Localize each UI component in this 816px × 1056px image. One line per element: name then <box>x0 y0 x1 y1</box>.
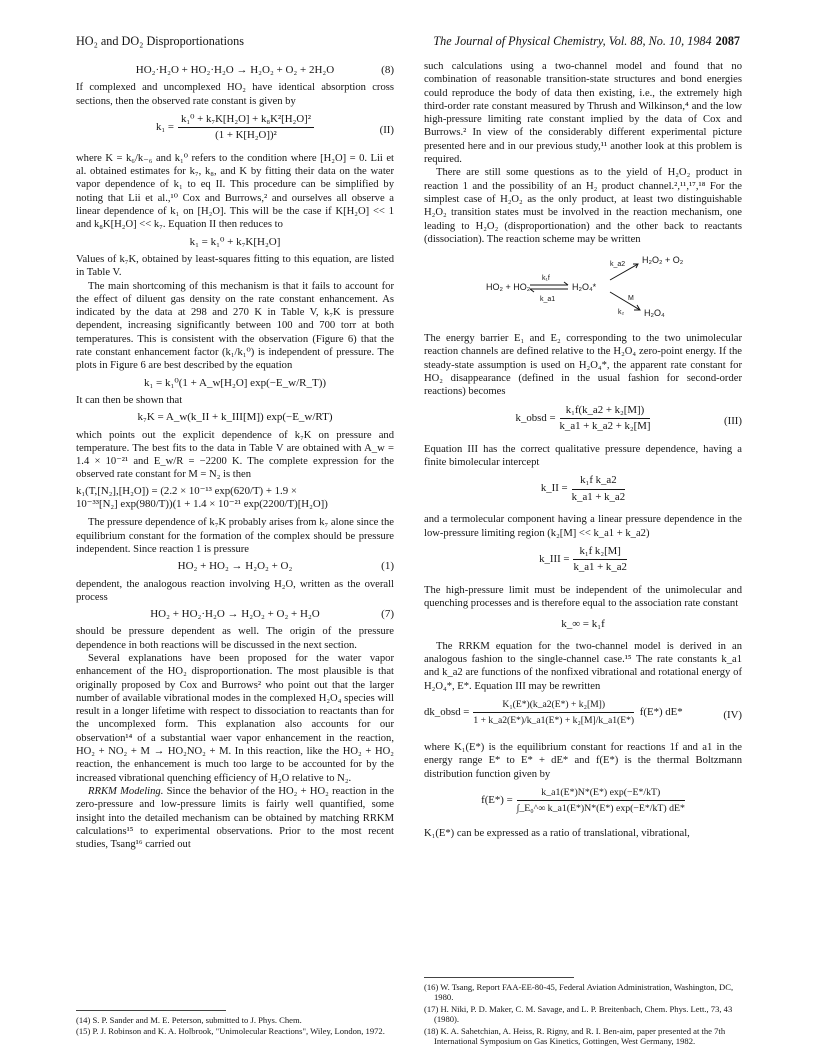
fraction <box>178 113 314 143</box>
denominator: k_a1 + k_a2 <box>573 561 627 574</box>
paragraph: The high-pressure limit must be independent of the unimolecular and quenching processes and is therefore equal to the association rate constant <box>424 584 742 610</box>
paragraph: It can then be shown that <box>76 394 183 406</box>
paragraph: K₁(E*) can be expressed as a ratio of translational, vibrational, <box>424 827 690 839</box>
equation-number: (7) <box>381 608 394 621</box>
equation-1 <box>76 560 394 573</box>
equation-8 <box>76 64 394 77</box>
section-heading: RRKM Modeling. <box>88 785 164 797</box>
equation-enhancement: k₁ = k₁⁰(1 + A_w[H₂O] exp(−E_w/R_T)) <box>143 376 327 389</box>
equation-text: HO₂ + HO₂·H₂O → H₂O₂ + O₂ + H₂O <box>150 608 320 621</box>
paragraph: dependent, the analogous reaction involving H₂O, written as the overall process <box>76 578 394 603</box>
equation-lhs: k₁ = <box>156 121 174 134</box>
numerator: k_a1(E*)N*(E*) exp(−E*/kT) <box>517 786 685 801</box>
denominator: (1 + K[H₂O])² <box>215 129 277 142</box>
paragraph: which points out the explicit dependence of k₇K on pressure and temperature. The best fits to the data in Table V are obtained with A_w = 1.4 × 10⁻²¹ and E_w/R = −2200 K. The complete expression for the observed rate constant for M = N₂ is then <box>76 429 394 481</box>
right-footnotes <box>424 969 742 1047</box>
scheme-third-body: M <box>628 295 634 303</box>
paragraph: The energy barrier E₁ and E₂ corresponding to the two unimolecular reaction channels are defined relative to the H₂O₄ zero-point energy. If the steady-state assumption is used on H₂O₄*, the apparent rate constant for HO₂ disappearance (defined in the usual fashion for second-order reactions) becomes <box>424 333 742 398</box>
left-column <box>76 60 394 851</box>
right-column <box>424 60 742 840</box>
scheme-k-forward: k₁f <box>542 275 550 283</box>
paragraph: The pressure dependence of k₇K probably arises from k₇ alone since the equilibrium constant for the formation of the complex should be pressure independent. Since reaction 1 is pressure <box>76 517 394 555</box>
equation-full <box>76 485 394 512</box>
equation-number: (8) <box>381 64 394 76</box>
equation-IV <box>424 698 742 736</box>
numerator: k₁⁰ + k₇K[H₂O] + k₈K²[H₂O]² <box>178 113 314 128</box>
equation-line-1: k₁(T,[N₂],[H₂O]) = (2.2 × 10⁻¹³ exp(620/T) + 1.9 × <box>76 484 297 497</box>
paragraph: Equation III has the correct qualitative pressure dependence, having a finite bimolecular intercept <box>424 443 742 468</box>
fraction <box>573 545 626 575</box>
running-header <box>76 34 740 50</box>
footnote: (15) P. J. Robinson and K. A. Holbrook, "Unimolecular Reactions", Wiley, London, 1972. <box>76 1026 385 1037</box>
paragraph: The RRKM equation for the two-channel model is derived in an analogous fashion to the single-channel case.¹⁵ The rate constants k_a1 and k_a2 are functions of the nonfixed vibrational and rotational energy of H₂O₄*, E*. Equation III may be rewritten <box>424 640 742 692</box>
scheme-k-top: k_a2 <box>610 261 626 269</box>
equation-boltzmann <box>424 786 742 822</box>
paragraph-text: Since the behavior of the HO₂ + HO₂ reaction in the zero-pressure and low-pressure limits is fairly well quantified, some insight into the detailed mechanism can be obtained by matching RRKM calculations¹⁵ to experimental observations. Prior to the most recent studies, Tsang¹⁶ carried out <box>76 785 395 851</box>
denominator: k_a1 + k_a2 <box>571 490 626 503</box>
equation-text: HO₂ + HO₂ → H₂O₂ + O₂ <box>177 560 293 573</box>
equation-number: (1) <box>381 560 394 573</box>
paragraph: Values of k₇K, obtained by least-squares fitting to this equation, are listed in Table V. <box>76 253 394 279</box>
scheme-product-top: H₂O₂ + O₂ <box>642 255 684 266</box>
equation-number: (III) <box>724 414 742 427</box>
numerator: k₁f k₂[M] <box>573 545 626 560</box>
header-journal <box>433 34 740 49</box>
paragraph: If complexed and uncomplexed HO₂ have identical absorption cross sections, then the observed rate constant is given by <box>76 82 394 107</box>
journal-citation: The Journal of Physical Chemistry, Vol. 88, No. 10, 1984 <box>433 34 712 48</box>
numerator: K₁(E*)(k_a2(E*) + k₂[M]) <box>473 698 634 713</box>
paragraph: such calculations using a two-channel model and found that no combination of reasonable transition-state structures and bond energies could reproduce the body of data then existing, i.e., the extremely high third-order rate constant measured by Thrush and Wilkinson,⁴ and the low high-pressure limiting rate constant implied by the data of Cox and Burrows.² In view of the considerably different experimental picture presented here and in our previous study,¹¹ another look at this problem is required. <box>424 61 742 166</box>
scheme-reactants: HO₂ + HO₂ <box>486 282 531 293</box>
equation-lhs: k_II = <box>540 482 568 495</box>
fraction <box>572 474 625 504</box>
equation-text: HO₂·H₂O + HO₂·H₂O → H₂O₂ + O₂ + 2H₂O <box>135 64 335 76</box>
equation-kII <box>424 474 742 508</box>
paragraph: Several explanations have been proposed for the water vapor enhancement of the HO₂ disproportionation. The most plausible is that originally proposed by Cox and Burrows² who point out that the larger number of available vibrational modes in the complexed H₂O₄ species will result in a longer lifetime with respect to dissociation to reactants than for the uncomplexed form. This explanation also accounts for our observation¹⁴ of a substantial waer vapor enhancement in the reaction, HO₂ + NO₂ + M → HO₂NO₂ + M. In this reaction, like the HO₂ + HO₂ reaction, the enhancement is much too large to be accounted for by the increased vibrational quenching efficiency of H₂O relative to N₂. <box>76 652 394 784</box>
numerator: k₁f(k_a2 + k₂[M]) <box>560 404 651 419</box>
paragraph: where K = k₆/k₋₆ and k₁⁰ refers to the condition where [H₂O] = 0. Lii et al. obtained estimates for k₇, k₈, and K by fitting their data on the water vapor dependence of k₁ to eq II. This procedure can be simplified by noting that Lii et al.,¹⁰ Cox and Burrows,² and ourselves all observe a linear dependence of k₁ on [H₂O]. This will be the case if K[H₂O] << 1 and k₈K[H₂O] << k₇. Equation II then reduces to <box>76 152 394 231</box>
equation-kIII <box>424 545 742 579</box>
fraction <box>473 698 634 728</box>
equation-k7K: k₇K = A_w(k_II + k_III[M]) exp(−E_w/RT) <box>137 411 333 424</box>
footnote: (17) H. Niki, P. D. Maker, C. M. Savage, and L. P. Breitenbach, Chem. Phys. Lett., 73, 43 (1980). <box>424 1003 733 1025</box>
equation-number: (IV) <box>723 708 742 721</box>
equation-line-2: 10⁻³³[N₂] exp(980/T))(1 + 1.4 × 10⁻²¹ exp(2200/T)[H₂O]) <box>76 498 328 511</box>
paragraph: where K₁(E*) is the equilibrium constant for reactions 1f and a1 in the energy range E* to E* + dE* and f(E*) is the thermal Boltzmann distribution function given by <box>424 741 742 780</box>
scheme-k-bottom: k₂ <box>618 309 625 317</box>
fraction <box>560 404 651 434</box>
header-title: HO₂ and DO₂ Disproportionations <box>76 34 244 48</box>
footnote: (14) S. P. Sander and M. E. Peterson, submitted to J. Phys. Chem. <box>76 1015 302 1025</box>
equation-II <box>76 113 394 147</box>
bottom-branch-arrow <box>610 292 640 310</box>
paragraph: should be pressure dependent as well. The origin of the pressure dependence in both reactions will be discussed in the next section. <box>76 626 394 651</box>
footnote: (18) K. A. Sahetchian, A. Heiss, R. Rigny, and R. I. Ben-aim, paper presented at the 7th International Symposium on Gas Kinetics, Gottingen, West Germany, 1982. <box>424 1025 726 1047</box>
paragraph <box>76 785 394 851</box>
denominator: ∫_E₀^∞ k_a1(E*)N*(E*) exp(−E*/kT) dE* <box>516 803 685 815</box>
equation-linear: k₁ = k₁⁰ + k₇K[H₂O] <box>189 235 281 248</box>
page-number: 2087 <box>715 34 740 48</box>
footnote-rule <box>424 977 574 978</box>
equation-kinf: k_∞ = k₁f <box>561 618 605 631</box>
denominator: 1 + k_a2(E*)/k_a1(E*) + k₂[M]/k_a1(E*) <box>473 715 635 727</box>
numerator: k₁f k_a2 <box>572 474 625 489</box>
paragraph: The main shortcoming of this mechanism is that it fails to account for the effect of diluent gas density on the rate constant enhancement. As indicated by the data at 298 and 270 K in Table V, k₇K is pressure dependent, increasing significantly between 100 and 700 torr at both temperatures. This is consistent with the observation (Figure 6) that the rate constant enhancement factor (k₁/k₁⁰) is independent of pressure. The plots in Figure 6 are best described by the equation <box>76 280 394 372</box>
equation-lhs: f(E*) = <box>481 793 513 806</box>
left-footnotes <box>76 1002 394 1038</box>
denominator: k_a1 + k_a2 + k₂[M] <box>559 419 651 432</box>
reaction-scheme <box>424 252 742 324</box>
equation-lhs: dk_obsd = <box>424 706 470 719</box>
paragraph: There are still some questions as to the yield of H₂O₂ product in reaction 1 and the possibility of an H₂ product channel.²,¹¹,¹⁷,¹⁸ For the simplest case of H₂O₂ as the only product, at least two distinguishable H₂O₂ transition states must be involved in the reaction mechanism, one leading to H₂O₂ (disproportionation) and the other back to reactants (dissociation). The reaction scheme may be written <box>424 167 742 245</box>
footnote: (16) W. Tsang, Report FAA-EE-80-45, Federal Aviation Administration, Washington, DC, 1980. <box>424 982 734 1003</box>
scheme-product-bottom: H₂O₄ <box>644 308 665 319</box>
equation-lhs: k_III = <box>539 552 570 565</box>
paragraph: and a termolecular component having a linear pressure dependence in the low-pressure limiting region (k₂[M] << k_a1 + k_a2) <box>424 514 742 539</box>
equation-lhs: k_obsd = <box>515 411 556 424</box>
fraction <box>517 786 685 816</box>
footnote-rule <box>76 1010 226 1011</box>
equation-III <box>424 404 742 438</box>
equation-tail: f(E*) dE* <box>639 706 683 719</box>
equation-number: (II) <box>379 123 394 136</box>
equation-7 <box>76 608 394 621</box>
scheme-intermediate: H₂O₄* <box>572 282 597 293</box>
scheme-k-back: k_a1 <box>540 296 556 304</box>
